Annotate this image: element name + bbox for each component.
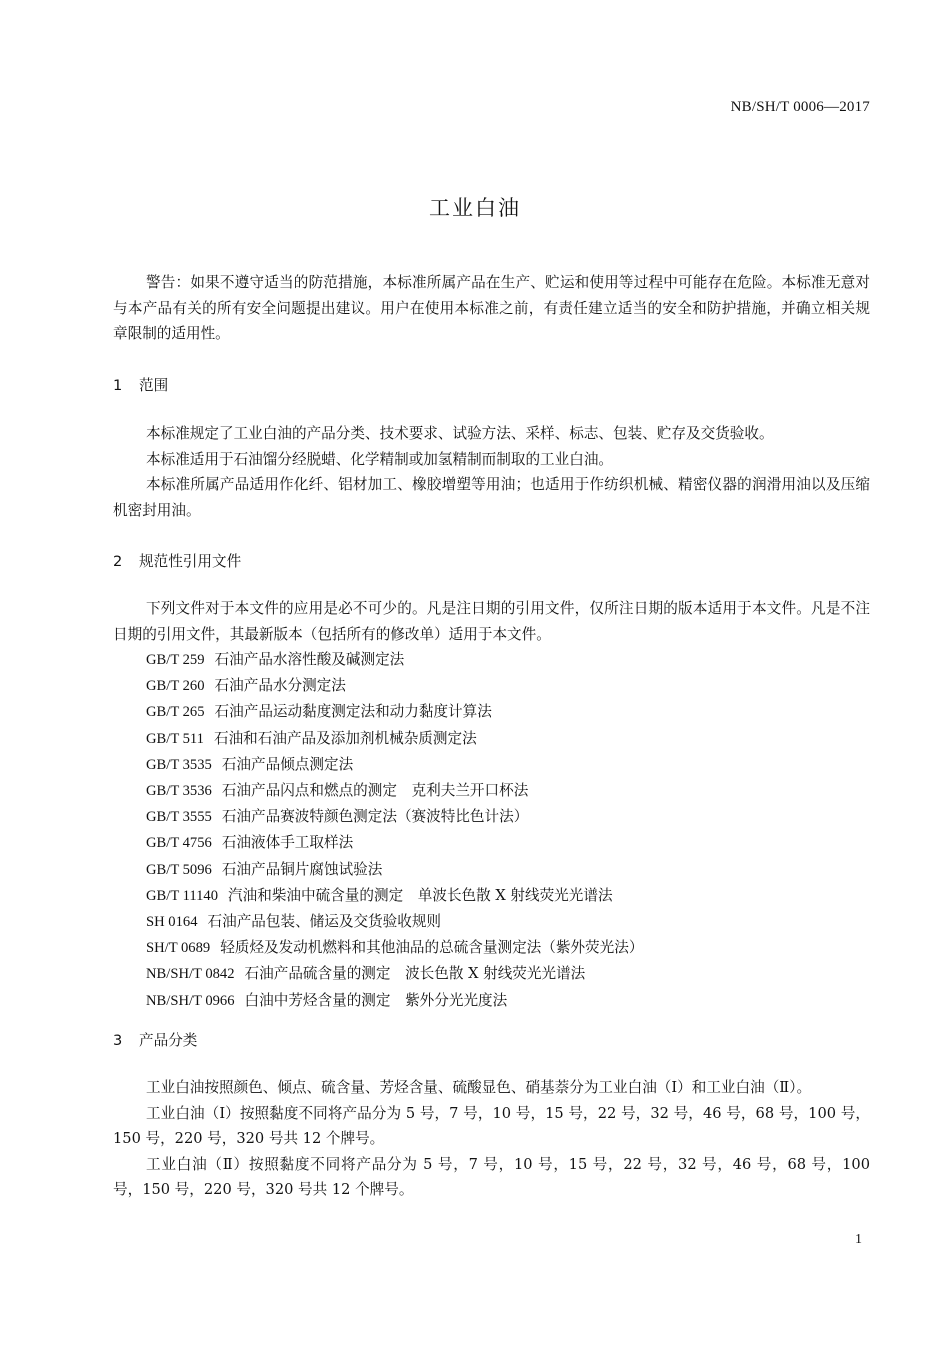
reference-item	[113, 726, 870, 752]
reference-code: GB/T 4756	[146, 835, 212, 852]
reference-title: 石油产品赛波特颜色测定法（赛波特比色计法）	[221, 808, 529, 826]
reference-title: 汽油和柴油中硫含量的测定 单波长色散 X 射线荧光光谱法	[228, 886, 613, 904]
reference-item	[113, 909, 870, 935]
warning-paragraph: 警告：如果不遵守适当的防范措施，本标准所属产品在生产、贮运和使用等过程中可能存在危险。本标准无意对与本产品有关的所有安全问题提出建议。用户在使用本标准之前，有责任建立适当的安全和防护措施，并确立相关规章限制的适用性。	[113, 274, 870, 342]
reference-title: 石油产品包装、储运及交货验收规则	[207, 913, 442, 931]
standard-code: NB/SH/T 0006—2017	[730, 99, 870, 115]
paragraph: 工业白油（Ⅰ）按照黏度不同将产品分为 5 号，7 号，10 号，15 号，22 号，32 号，46 号，68 号，100 号，150 号，220 号，320 号共 12 个牌号。	[113, 1104, 870, 1147]
section-body-product-classification	[113, 1075, 870, 1203]
reference-title: 轻质烃及发动机燃料和其他油品的总硫含量测定法（紫外荧光法）	[220, 939, 644, 957]
reference-item	[113, 961, 870, 987]
reference-code: SH 0164	[146, 914, 198, 931]
reference-code: GB/T 511	[146, 730, 204, 747]
document-title: 工业白油	[429, 196, 521, 220]
reference-title: 石油产品闪点和燃点的测定 克利夫兰开口杯法	[221, 782, 529, 800]
reference-item	[113, 699, 870, 725]
paragraph: 本标准所属产品适用作化纤、铝材加工、橡胶增塑等用油；也适用于作纺织机械、精密仪器的润滑用油以及压缩机密封用油。	[113, 476, 870, 519]
reference-code: GB/T 3535	[146, 756, 212, 773]
section-heading-normative-references	[113, 550, 241, 571]
reference-code: GB/T 260	[146, 678, 205, 695]
paragraph: 下列文件对于本文件的应用是必不可少的。凡是注日期的引用文件，仅所注日期的版本适用于本文件。凡是不注日期的引用文件，其最新版本（包括所有的修改单）适用于本文件。	[113, 600, 870, 643]
reference-title: 白油中芳烃含量的测定 紫外分光光度法	[244, 991, 508, 1009]
paragraph: 工业白油按照颜色、倾点、硫含量、芳烃含量、硫酸显色、硝基萘分为工业白油（Ⅰ）和工业白油（Ⅱ）。	[146, 1079, 812, 1096]
section-number: 3	[113, 1032, 123, 1049]
reference-item	[113, 673, 870, 699]
reference-item	[113, 647, 870, 673]
section-title: 规范性引用文件	[139, 553, 242, 570]
section-number: 1	[113, 377, 123, 394]
reference-title: 石油产品硫含量的测定 波长色散 X 射线荧光光谱法	[244, 965, 586, 983]
paragraph: 本标准适用于石油馏分经脱蜡、化学精制或加氢精制而制取的工业白油。	[146, 450, 614, 468]
reference-title: 石油和石油产品及添加剂机械杂质测定法	[213, 729, 477, 747]
reference-item	[113, 857, 870, 883]
reference-item	[113, 988, 870, 1014]
reference-item	[113, 752, 870, 778]
reference-code: NB/SH/T 0966	[146, 992, 235, 1009]
page-number: 1	[855, 1232, 862, 1247]
section-title: 产品分类	[139, 1032, 198, 1049]
reference-code: GB/T 5096	[146, 861, 212, 878]
reference-title: 石油产品运动黏度测定法和动力黏度计算法	[214, 703, 492, 721]
reference-item	[113, 935, 870, 961]
reference-code: GB/T 3555	[146, 809, 212, 826]
reference-title: 石油产品水溶性酸及碱测定法	[214, 651, 405, 668]
reference-code: SH/T 0689	[146, 940, 211, 957]
reference-code: GB/T 3536	[146, 783, 212, 800]
paragraph: 本标准规定了工业白油的产品分类、技术要求、试验方法、采样、标志、包装、贮存及交货验收。	[146, 425, 774, 442]
reference-code: NB/SH/T 0842	[146, 966, 235, 983]
reference-code: GB/T 259	[146, 652, 205, 668]
section-body-normative-references	[113, 596, 870, 1014]
paragraph: 工业白油（Ⅱ）按照黏度不同将产品分为 5 号，7 号，10 号，15 号，22 号，32 号，46 号，68 号，100 号，150 号，220 号，320 号共 12 个牌号。	[113, 1155, 870, 1198]
section-body-scope	[113, 421, 870, 523]
reference-item	[113, 883, 870, 909]
reference-code: GB/T 11140	[146, 887, 219, 904]
section-heading-scope	[113, 374, 168, 395]
section-number: 2	[113, 553, 123, 570]
reference-item	[113, 804, 870, 830]
reference-title: 石油产品倾点测定法	[221, 755, 354, 773]
reference-item	[113, 830, 870, 856]
section-title: 范围	[139, 377, 169, 394]
reference-title: 石油液体手工取样法	[221, 834, 354, 852]
reference-item	[113, 778, 870, 804]
reference-title: 石油产品水分测定法	[214, 677, 346, 695]
reference-code: GB/T 265	[146, 704, 205, 721]
section-heading-product-classification	[113, 1029, 197, 1050]
reference-title: 石油产品铜片腐蚀试验法	[221, 860, 383, 878]
reference-list	[113, 647, 870, 1014]
